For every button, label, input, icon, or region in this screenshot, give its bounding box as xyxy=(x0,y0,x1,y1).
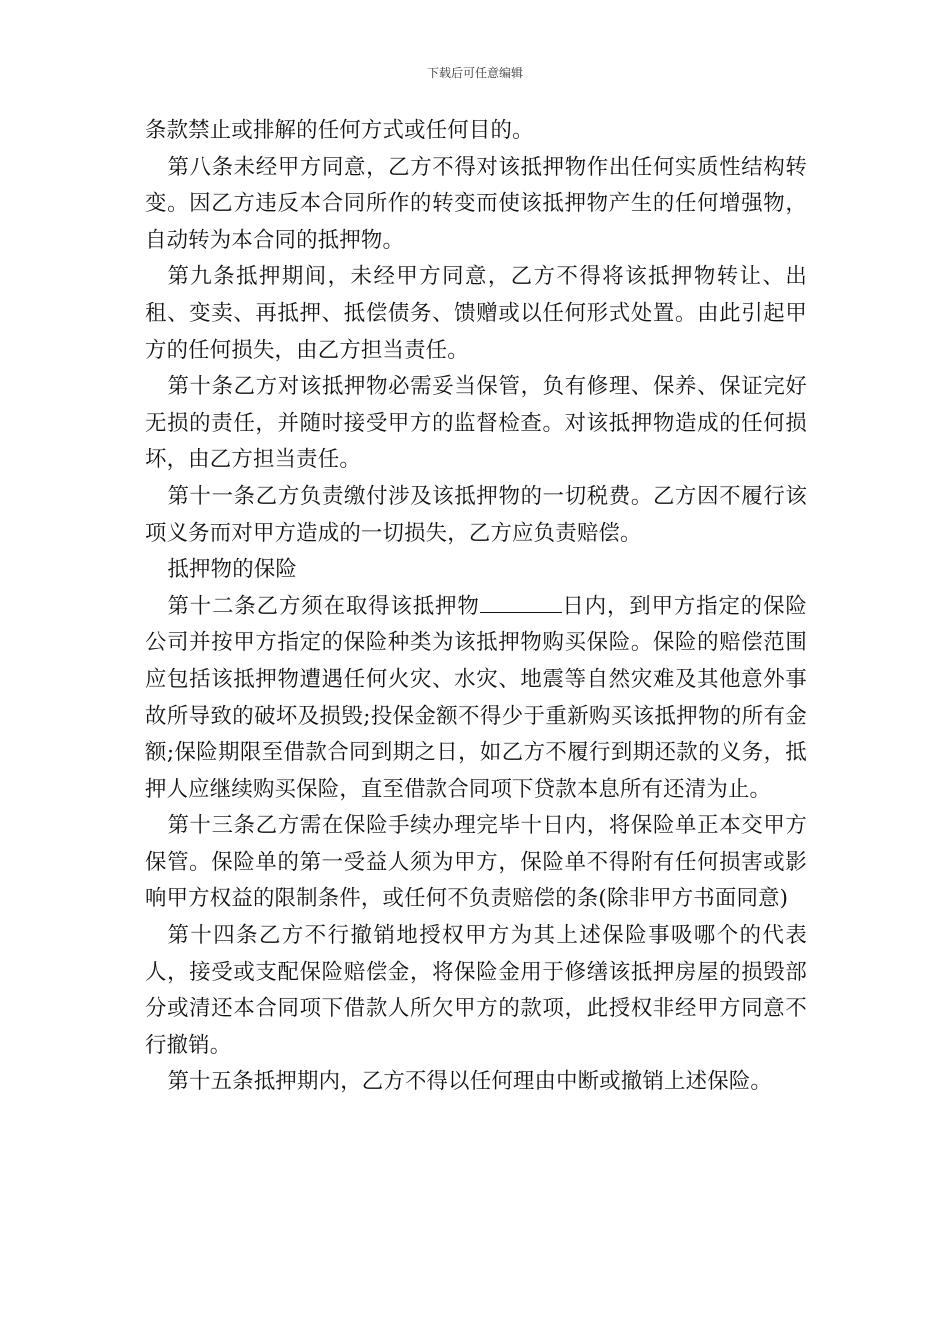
clause-12-text-start: 第十二条乙方须在取得该抵押物 xyxy=(167,593,480,619)
fill-in-blank-days xyxy=(480,594,562,613)
page-header: 下载后可任意编辑 xyxy=(426,66,523,80)
clause-12 xyxy=(145,589,807,809)
paragraph-continuation: 条款禁止或排解的任何方式或任何目的。 xyxy=(145,118,534,143)
document-body xyxy=(145,113,807,1101)
section-heading-insurance: 抵押物的保险 xyxy=(167,557,298,583)
clause-12-text-end: 日内，到甲方指定的保险公司并按甲方指定的保险种类为该抵押物购买保险。保险的赔偿范围应包括该抵押物遭遇任何火灾、水灾、地震等自然灾难及其他意外事故所导致的破坏及损毁;投保金额不得少于重新购买该抵押物的所有金额;保险期限至借款合同到期之日，如乙方不履行到期还款的义务，抵押人应继续购买保险，直至借款合同项下贷款本息所有还清为止。 xyxy=(145,593,807,802)
clause-11: 第十一条乙方负责缴付涉及该抵押物的一切税费。乙方因不履行该项义务而对甲方造成的一切损失，乙方应负责赔偿。 xyxy=(145,483,807,546)
clause-9: 第九条抵押期间，未经甲方同意，乙方不得将该抵押物转让、出租、变卖、再抵押、抵偿债务、馈赠或以任何形式处置。由此引起甲方的任何损失，由乙方担当责任。 xyxy=(145,264,807,363)
clause-14: 第十四条乙方不行撤销地授权甲方为其上述保险事吸哪个的代表人，接受或支配保险赔偿金，将保险金用于修缮该抵押房屋的损毁部分或清还本合同项下借款人所欠甲方的款项，此授权非经甲方同意不行撤销。 xyxy=(145,923,807,1058)
clause-15: 第十五条抵押期内，乙方不得以任何理由中断或撤销上述保险。 xyxy=(167,1069,773,1095)
clause-13: 第十三条乙方需在保险手续办理完毕十日内，将保险单正本交甲方保管。保险单的第一受益人须为甲方，保险单不得附有任何损害或影响甲方权益的限制条件，或任何不负责赔偿的条(除非甲方书面同意) xyxy=(145,813,807,912)
clause-10: 第十条乙方对该抵押物必需妥当保管，负有修理、保养、保证完好无损的责任，并随时接受甲方的监督检查。对该抵押物造成的任何损坏，由乙方担当责任。 xyxy=(145,374,807,473)
clause-8: 第八条未经甲方同意，乙方不得对该抵押物作出任何实质性结构转变。因乙方违反本合同所作的转变而使该抵押物产生的任何增强物，自动转为本合同的抵押物。 xyxy=(145,154,807,253)
